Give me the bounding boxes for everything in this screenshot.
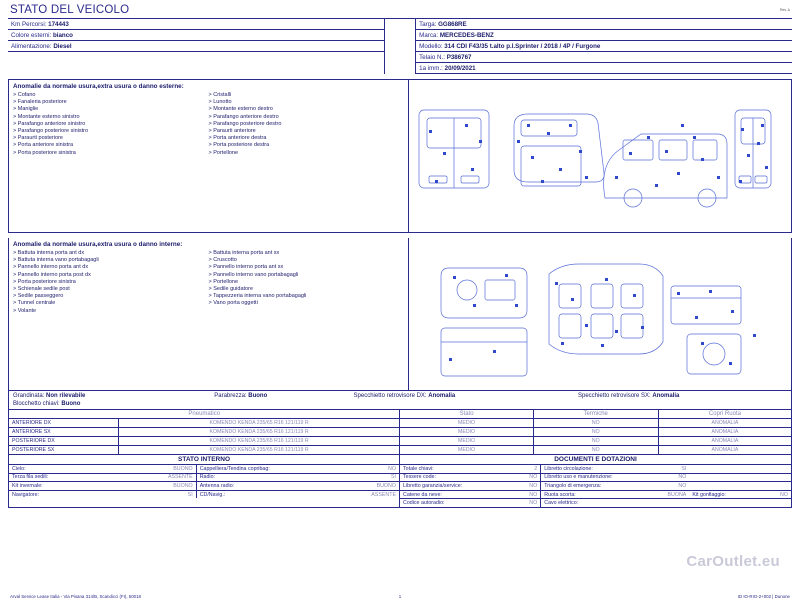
interior-value: ASSENTE: [371, 491, 396, 498]
vehicle-external-diagram: [409, 80, 791, 232]
list-item: > Parafango posteriore destro: [209, 121, 405, 128]
document-page: [8, 4, 792, 599]
keys-status: [13, 400, 787, 408]
external-damage-col-2: [209, 92, 405, 157]
list-item: > Parafango anteriore destro: [209, 114, 405, 121]
list-item: > Porta posteriore sinistra: [13, 279, 209, 286]
table-row: [9, 482, 399, 491]
document-extra: [689, 482, 759, 491]
windshield-label: Parabrezza:: [214, 393, 247, 399]
header-right-cell-2: [416, 41, 792, 52]
document-extra: [689, 465, 759, 473]
telaio-label: Telaio N.:: [419, 53, 445, 61]
document-extra-value: [760, 473, 791, 482]
hail-status: [13, 392, 214, 400]
internal-damage-col-2: [209, 250, 405, 315]
interior-state-panel: [9, 455, 400, 507]
document-key: Kit gonfiaggio:: [689, 490, 759, 499]
mirror-sx-status: [578, 392, 787, 400]
colore-label: Colore esterni:: [11, 31, 52, 39]
header-left-cell-0: [8, 19, 384, 30]
mirror-dx-label: Specchietto retrovisore DX:: [353, 393, 427, 399]
table-row: [400, 465, 791, 473]
document-extra: [689, 473, 759, 482]
interior-key: Cielo:: [9, 465, 126, 473]
windshield-status: [214, 392, 353, 400]
tyre-state: MEDIO: [400, 446, 533, 455]
interior-key: Navigatore:: [12, 491, 40, 498]
colore-value: bianco: [52, 31, 73, 39]
tyre-state: MEDIO: [400, 437, 533, 446]
tyre-thermal: NO: [533, 446, 658, 455]
document-key: Triangolo di emergenza:: [541, 482, 658, 491]
header-right-cell-0: [416, 19, 792, 30]
document-extra: [689, 499, 759, 507]
list-item: > Volante: [13, 308, 209, 315]
tyre-position: POSTERIORE DX: [9, 437, 119, 446]
internal-damage-section: [8, 238, 792, 391]
tyres-header-termiche: Termiche: [533, 410, 658, 419]
modello-value: 314 CDI F43/35 t.alto p.l.Sprinter / 2018 / 4P / Furgone: [444, 42, 601, 50]
tyre-thermal: NO: [533, 437, 658, 446]
tyre-state: MEDIO: [400, 428, 533, 437]
interior-value: SI: [187, 491, 193, 498]
list-item: > Pannello interno porta post dx: [13, 272, 209, 279]
list-item: > Maniglie: [13, 106, 209, 113]
list-item: > Schienale sedile post: [13, 286, 209, 293]
hail-label: Grandinata:: [13, 393, 45, 399]
list-item: > Paraurti posteriore: [13, 135, 209, 142]
vehicle-header-table: [8, 18, 792, 74]
external-views-svg: [409, 80, 779, 232]
header-right-cell-4: [416, 63, 792, 74]
interior-value: BUONO: [126, 465, 196, 473]
header-left-empty-0: [8, 52, 384, 63]
targa-value: GG868RE: [438, 20, 467, 28]
interior-key: Kit invernale:: [9, 482, 126, 491]
document-key: Totale chiavi:: [400, 465, 509, 473]
list-item: > Montante esterno sinistro: [13, 114, 209, 121]
document-value: SI: [658, 465, 689, 473]
list-item: > Pannello interno porta ant sx: [209, 264, 405, 271]
prima-imm-label: 1a imm.:: [419, 64, 443, 72]
list-item: > Sedile guidatore: [209, 286, 405, 293]
internal-damage-list: [9, 238, 409, 390]
tyres-header-pneumatico: Pneumatico: [9, 410, 400, 419]
list-item: > Battuta interna porta ant sx: [209, 250, 405, 257]
internal-damage-col-1: [13, 250, 209, 315]
document-key: Cavo elettrico:: [541, 499, 658, 507]
table-row: [9, 490, 399, 498]
table-row: [9, 473, 399, 482]
interior-state-table: [9, 465, 399, 498]
table-row: [9, 437, 792, 446]
interior-value: NO: [329, 465, 399, 473]
document-key: Codice autoradio:: [403, 500, 445, 507]
documents-title: DOCUMENTI E DOTAZIONI: [400, 455, 791, 465]
document-key: Tessere code:: [400, 473, 509, 482]
document-value: 2: [509, 465, 540, 473]
bottom-panels: [8, 455, 792, 508]
tyre-model: KOMENDO KENDA 235/65 R16 121/119 R: [118, 428, 400, 437]
tyre-thermal: NO: [533, 419, 658, 428]
mirror-sx-label: Specchietto retrovisore SX:: [578, 393, 651, 399]
internal-views-svg: [409, 238, 779, 390]
footer-document-id: ID IO-RIO-2+002 | Dunone: [737, 594, 790, 599]
document-extra-value: [760, 465, 791, 473]
document-value: NO: [509, 490, 540, 499]
list-item: > Porta anteriore sinistra: [13, 142, 209, 149]
interior-key: Antenna radio:: [196, 482, 329, 491]
document-extra-value: [760, 482, 791, 491]
table-row: [400, 482, 791, 491]
document-value: NO: [509, 482, 540, 491]
marca-label: Marca:: [419, 31, 439, 39]
list-item: > Porta anteriore destra: [209, 135, 405, 142]
alimentazione-value: Diesel: [53, 42, 72, 50]
tyre-state: MEDIO: [400, 419, 533, 428]
targa-label: Targa:: [419, 20, 437, 28]
interior-value: ASSENTE: [126, 473, 196, 482]
km-value: 174443: [48, 20, 69, 28]
keys-label: Blocchetto chiavi:: [13, 401, 60, 407]
interior-value: BUONO: [329, 482, 399, 491]
keys-value: Buono: [61, 401, 81, 407]
external-damage-list: [9, 80, 409, 232]
tyre-model: KOMENDO KENDA 235/65 R16 121/119 R: [118, 419, 400, 428]
tyres-table: [8, 410, 792, 455]
tyre-position: ANTERIORE SX: [9, 428, 119, 437]
documents-panel: [400, 455, 791, 507]
damage-markers: [449, 274, 756, 365]
list-item: > Battuta interna vano portabagagli: [13, 257, 209, 264]
list-item: > Battuta interna porta ant dx: [13, 250, 209, 257]
document-value: [658, 499, 689, 507]
tyres-header-copri-ruota: Copri Ruota: [658, 410, 791, 419]
modello-label: Modello:: [419, 42, 443, 50]
tyre-cover: ANOMALIA: [711, 447, 739, 453]
document-key: Catene da neve:: [400, 490, 509, 499]
document-key: Libretto garanzia/service:: [400, 482, 509, 491]
header-left-empty-1: [8, 63, 384, 74]
list-item: > Portellone: [209, 150, 405, 157]
interior-state-title: STATO INTERNO: [9, 455, 399, 465]
external-damage-title: Anomalie da normale usura,extra usura o danno esterne:: [13, 83, 184, 90]
tyre-cover: ANOMALIA: [658, 437, 791, 446]
list-item: > Montante esterno destro: [209, 106, 405, 113]
list-item: > Sedile passeggero: [13, 293, 209, 300]
tyre-thermal: NO: [533, 428, 658, 437]
header-right-cell-3: [416, 52, 792, 63]
tyres-header-stato: Stato: [400, 410, 533, 419]
table-header-row: [9, 410, 792, 419]
list-item: > Portellone: [209, 279, 405, 286]
list-item: > Porta posteriore destra: [209, 142, 405, 149]
tyre-position: ANTERIORE DX: [9, 419, 119, 428]
list-item: > Pannello interno porta ant dx: [13, 264, 209, 271]
hail-value: Non rilevabile: [46, 393, 86, 399]
telaio-value: P386767: [446, 53, 472, 61]
glass-status-row: [8, 391, 792, 410]
list-item: > Parafango anteriore sinistro: [13, 121, 209, 128]
document-key: Libretto uso e manutenzione:: [541, 473, 658, 482]
footer-address: Arval Service Lease Italia - Via Pisana 314/B, Scandicci (FI), 50018: [10, 594, 141, 599]
list-item: > Tappezzeria interna vano portabagagli: [209, 293, 405, 300]
windshield-value: Buono: [248, 393, 268, 399]
revision-label: Rev. A: [779, 8, 790, 12]
list-item: > Fanaleria posteriore: [13, 99, 209, 106]
table-row: [9, 419, 792, 428]
tyre-position: POSTERIORE SX: [9, 446, 119, 455]
table-row: [400, 499, 791, 507]
header-gap: [384, 19, 415, 74]
interior-value: SI: [329, 473, 399, 482]
header-left-cell-2: [8, 41, 384, 52]
alimentazione-label: Alimentazione:: [11, 42, 52, 50]
tyre-model: KOMENDO KENDA 235/65 R16 121/119 R: [118, 446, 400, 455]
mirror-dx-value: Anomalia: [428, 393, 456, 399]
document-extra-value: [760, 499, 791, 507]
list-item: > Tunnel centrale: [13, 300, 209, 307]
document-value: NO: [658, 482, 689, 491]
document-value: NO: [509, 473, 540, 482]
table-row: [400, 473, 791, 482]
list-item: > Cofano: [13, 92, 209, 99]
interior-key: Cappelliera/Tendina copribag:: [196, 465, 329, 473]
document-key: Ruota scorta:: [541, 490, 658, 499]
tyre-cover: ANOMALIA: [658, 419, 791, 428]
list-item: > Porta posteriore sinistra: [13, 150, 209, 157]
list-item: > Cristalli: [209, 92, 405, 99]
list-item: > Paraurti anteriore: [209, 128, 405, 135]
list-item: > Pannello interno vano portabagagli: [209, 272, 405, 279]
interior-key: CD/Navig.:: [196, 490, 329, 498]
km-label: Km Percorsi:: [11, 20, 47, 28]
vehicle-internal-diagram: [409, 238, 791, 390]
document-value: NO: [658, 473, 689, 482]
page-title: STATO DEL VEICOLO: [10, 4, 130, 16]
header-left-cell-1: [8, 30, 384, 41]
document-key: Libretto circolazione:: [541, 465, 658, 473]
external-damage-col-1: [13, 92, 209, 157]
list-item: > Cruscotto: [209, 257, 405, 264]
prima-imm-value: 20/09/2021: [444, 64, 476, 72]
table-row: [400, 490, 791, 499]
list-item: > Vano porta oggetti: [209, 300, 405, 307]
marca-value: MERCEDES-BENZ: [439, 31, 494, 39]
document-value: NO: [529, 500, 538, 507]
tyre-cover: ANOMALIA: [658, 428, 791, 437]
footer-page-number: 1: [398, 594, 402, 599]
tyre-model: KOMENDO KENDA 235/65 R16 121/119 R: [118, 437, 400, 446]
interior-value: BUONO: [126, 482, 196, 491]
external-damage-section: [8, 79, 792, 233]
internal-damage-title: Anomalie da normale usura,extra usura o danno interne:: [13, 241, 183, 248]
header-right-cell-1: [416, 30, 792, 41]
list-item: > Lunotto: [209, 99, 405, 106]
table-row: [9, 428, 792, 437]
table-row: [9, 465, 399, 473]
interior-key: Radio:: [196, 473, 329, 482]
documents-table: [400, 465, 791, 507]
list-item: > Parafango posteriore sinistro: [13, 128, 209, 135]
mirror-dx-status: [354, 392, 578, 400]
document-value: NO: [760, 490, 791, 499]
table-row: [9, 446, 792, 455]
mirror-sx-value: Anomalia: [652, 393, 680, 399]
interior-key: Terza fila sedili:: [9, 473, 126, 482]
document-value: BUONA: [658, 490, 689, 499]
watermark: CarOutlet.eu: [686, 553, 780, 570]
